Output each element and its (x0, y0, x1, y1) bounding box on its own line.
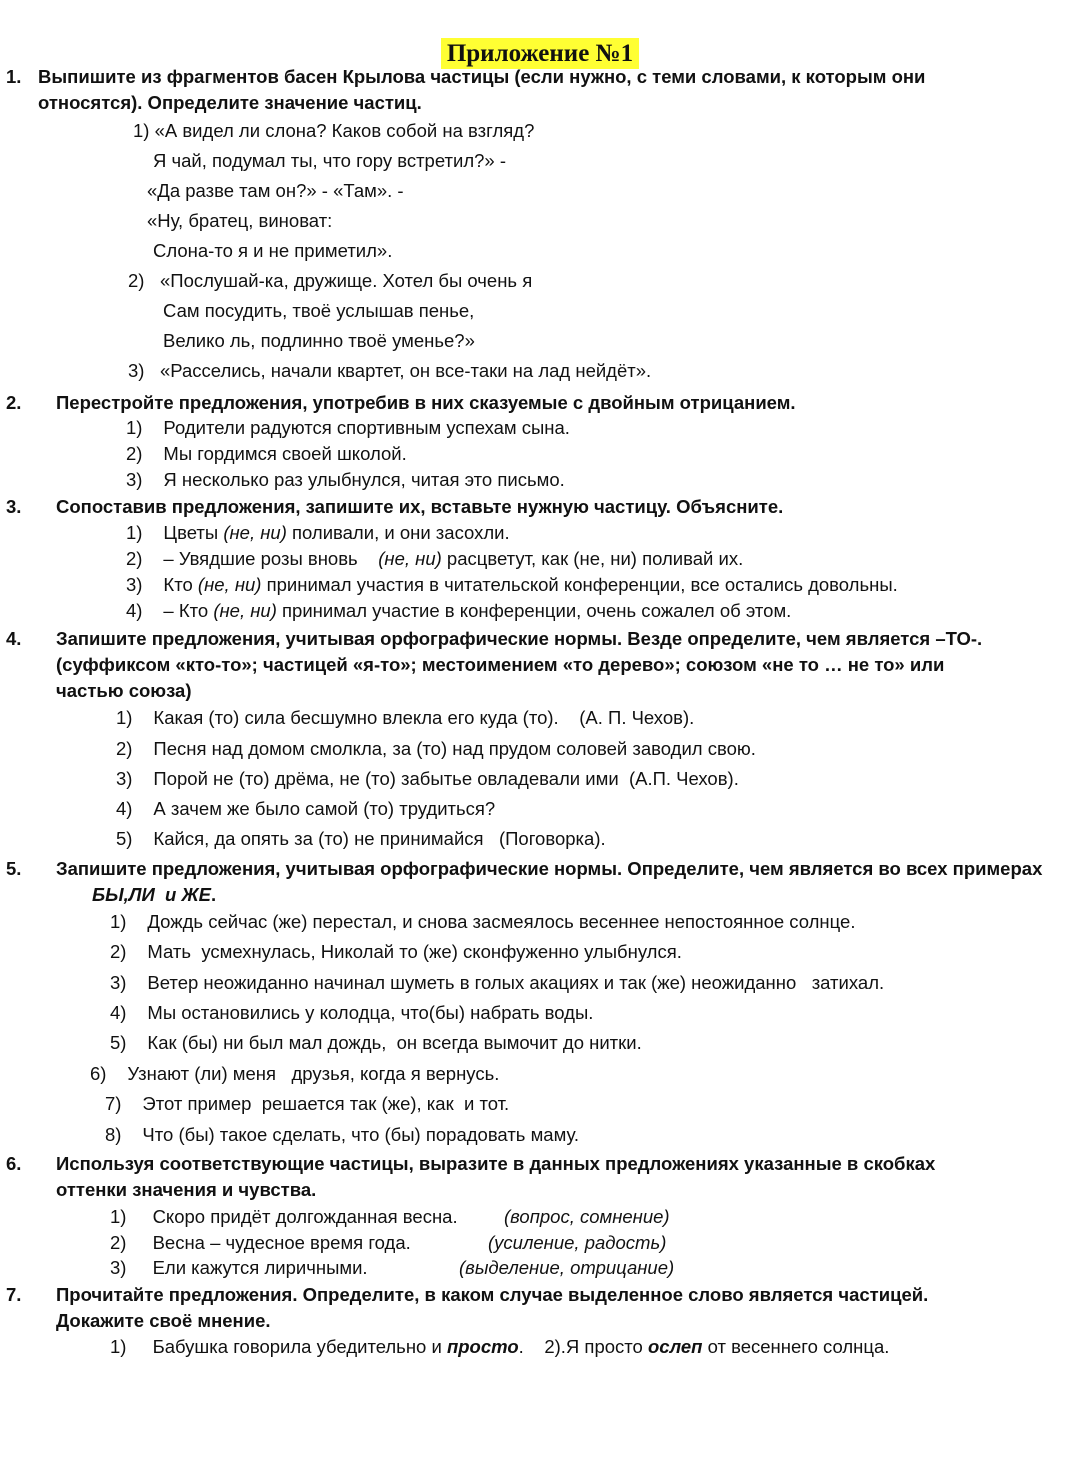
task-5-item-5: 5) Как (бы) ни был мал дождь, он всегда вымочит до нитки. (110, 1032, 642, 1053)
task-1-item-3: «Расселись, начали квартет, он все-таки на лад нейдёт». (160, 360, 652, 381)
task-7-number: 7. (6, 1284, 22, 1305)
task-7-heading: Докажите своё мнение. (56, 1310, 271, 1331)
task-4-heading: Запишите предложения, учитывая орфографические нормы. Везде определите, чем является –ТО-. (56, 628, 983, 649)
task-6-item-2: 2) Весна – чудесное время года. (110, 1232, 411, 1253)
task-6-item-3: 3) Ели кажутся лиричными. (110, 1257, 368, 1278)
task-5-item-7: 7) Этот пример решается так (же), как и тот. (105, 1093, 510, 1114)
task-1-item-1: «Ну, братец, виноват: (147, 210, 333, 231)
task-3-item-3: 3) Кто (не, ни) принимал участия в читательской конференции, все остались довольны. (126, 574, 898, 595)
task-2-item-3: 3) Я несколько раз улыбнулся, читая это письмо. (126, 469, 565, 490)
task-4-item-2: 2) Песня над домом смолкла, за (то) над прудом соловей заводил свою. (116, 738, 756, 759)
task-3-item-4: 4) – Кто (не, ни) принимал участие в конференции, очень сожалел об этом. (126, 600, 792, 621)
task-1-item-1: Я чай, подумал ты, что гору встретил?» - (153, 150, 506, 171)
task-1-number: 1. (6, 66, 22, 87)
task-3-item-2: 2) – Увядшие розы вновь (не, ни) расцветут, как (не, ни) поливай их. (126, 548, 744, 569)
task-7-heading: Прочитайте предложения. Определите, в каком случае выделенное слово является частицей. (56, 1284, 929, 1305)
task-6-number: 6. (6, 1153, 22, 1174)
task-5-item-3: 3) Ветер неожиданно начинал шуметь в голых акациях и так (же) неожиданно затихал. (110, 972, 885, 993)
task-5-item-1: 1) Дождь сейчас (же) перестал, и снова засмеялось весеннее непостоянное солнце. (110, 911, 856, 932)
task-5-heading: Запишите предложения, учитывая орфографические нормы. Определите, чем является во всех примерах (56, 858, 1043, 879)
task-2-item-2: 2) Мы гордимся своей школой. (126, 443, 407, 464)
task-5-heading: БЫ,ЛИ и ЖЕ. (92, 884, 217, 905)
task-2-item-1: 1) Родители радуются спортивным успехам сына. (126, 417, 570, 438)
task-1-item-2: Сам посудить, твоё услышав пенье, (163, 300, 475, 321)
task-7-item-1: 1) Бабушка говорила убедительно и просто. 2).Я просто ослеп от весеннего солнца. (110, 1336, 890, 1357)
task-1-item-1: 1) «А видел ли слона? Каков собой на взгляд? (133, 120, 535, 141)
task-5-item-2: 2) Мать усмехнулась, Николай то (же) сконфуженно улыбнулся. (110, 941, 682, 962)
task-5-item-8: 8) Что (бы) такое сделать, что (бы) порадовать маму. (105, 1124, 580, 1145)
task-1-item-2-number: 2) (128, 270, 145, 291)
page-title: Приложение №1 (0, 28, 1080, 70)
task-2-heading: Перестройте предложения, употребив в них сказуемые с двойным отрицанием. (56, 392, 796, 413)
task-1-item-2: «Послушай-ка, дружище. Хотел бы очень я (160, 270, 533, 291)
task-1-item-1: Слона-то я и не приметил». (153, 240, 393, 261)
task-1-item-2: Велико ль, подлинно твоё уменье?» (163, 330, 475, 351)
task-1-heading: относятся). Определите значение частиц. (38, 92, 422, 113)
task-1-item-3-number: 3) (128, 360, 145, 381)
task-5-item-4: 4) Мы остановились у колодца, что(бы) набрать воды. (110, 1002, 594, 1023)
task-4-item-1: 1) Какая (то) сила бесшумно влекла его куда (то). (А. П. Чехов). (116, 707, 695, 728)
task-6-item-1-note: (вопрос, сомнение) (504, 1206, 670, 1227)
task-4-heading: (суффиксом «кто-то»; частицей «я-то»; местоимением «то дерево»; союзом «не то … не то» или (56, 654, 945, 675)
task-4-number: 4. (6, 628, 22, 649)
task-6-heading: оттенки значения и чувства. (56, 1179, 317, 1200)
task-5-item-6: 6) Узнают (ли) меня друзья, когда я вернусь. (90, 1063, 500, 1084)
task-4-heading: частью союза) (56, 680, 192, 701)
task-3-item-1: 1) Цветы (не, ни) поливали, и они засохли. (126, 522, 510, 543)
task-4-item-3: 3) Порой не (то) дрёма, не (то) забытье овладевали ими (А.П. Чехов). (116, 768, 739, 789)
task-6-item-1: 1) Скоро придёт долгожданная весна. (110, 1206, 458, 1227)
task-5-number: 5. (6, 858, 22, 879)
task-4-item-5: 5) Кайся, да опять за (то) не принимайся (Поговорка). (116, 828, 606, 849)
task-1-item-1: «Да разве там он?» - «Там». - (147, 180, 404, 201)
task-6-item-3-note: (выделение, отрицание) (459, 1257, 675, 1278)
task-3-number: 3. (6, 496, 22, 517)
task-1-heading: Выпишите из фрагментов басен Крылова частицы (если нужно, с теми словами, к которым они (38, 66, 926, 87)
task-4-item-4: 4) А зачем же было самой (то) трудиться? (116, 798, 496, 819)
task-2-number: 2. (6, 392, 22, 413)
task-6-heading: Используя соответствующие частицы, выразите в данных предложениях указанные в скобках (56, 1153, 936, 1174)
task-6-item-2-note: (усиление, радость) (488, 1232, 667, 1253)
task-3-heading: Сопоставив предложения, запишите их, вставьте нужную частицу. Объясните. (56, 496, 784, 517)
